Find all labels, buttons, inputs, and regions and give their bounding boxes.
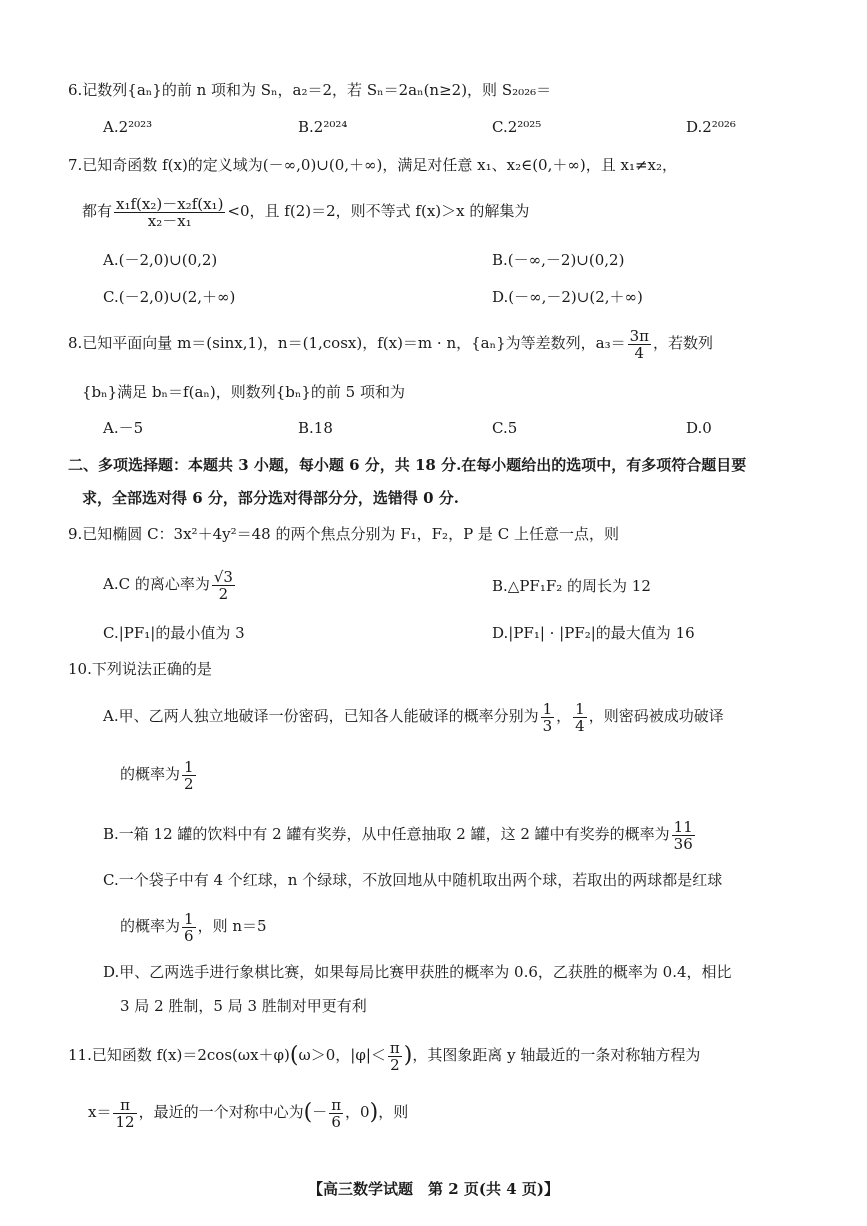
q9-a-num: √3 (213, 567, 233, 586)
q10-b-text: B.一箱 12 罐的饮料中有 2 罐有奖券，从中任意抽取 2 罐，这 2 罐中有奖券的概率为 (103, 825, 670, 843)
q11-stem-line1 (68, 1037, 700, 1074)
q10-option-d-line1: D.甲、乙两选手进行象棋比赛，如果每局比赛甲获胜的概率为 0.6，乙获胜的概率为 0.4，相比 (103, 963, 732, 981)
q9-option-c: C.|PF₁|的最小值为 3 (103, 624, 245, 642)
q11-line2-end: ，则 (378, 1103, 409, 1121)
q8-fraction (628, 328, 651, 361)
q11-cond-text: ω＞0，|φ|＜ (298, 1046, 386, 1064)
q10-a-frac1 (541, 701, 555, 734)
q11-cond-fraction (388, 1040, 402, 1073)
q10-b-den: 36 (673, 834, 693, 853)
q7-option-c: C.(－2,0)∪(2,＋∞) (103, 288, 236, 306)
q11-text-pre: 11.已知函数 f(x)＝2cos(ωx＋φ) (68, 1046, 290, 1064)
q11-axis-den: 12 (115, 1112, 135, 1131)
q7-option-b: B.(－∞,－2)∪(0,2) (492, 251, 625, 269)
q10-a-frac1-den: 3 (542, 716, 553, 735)
q10-a-frac1-num: 1 (542, 699, 553, 718)
q10-option-c-line1: C.一个袋子中有 4 个红球，n 个绿球，不放回地从中随机取出两个球，若取出的两球都是红球 (103, 871, 723, 889)
q11-stem-line2 (88, 1094, 408, 1131)
q8-option-d: D.0 (686, 419, 712, 437)
q11-center-paren-open: ( (303, 1100, 313, 1125)
q11-center-minus: － (312, 1103, 328, 1121)
q9-a-den: 2 (218, 584, 229, 603)
q8-frac-den: 4 (634, 343, 645, 362)
q11-mid-text: ，最近的一个对称中心为 (138, 1103, 304, 1121)
q8-text-post: ，若数列 (653, 334, 714, 352)
q8-stem-line2: {bₙ}满足 bₙ＝f(aₙ)，则数列{bₙ}的前 5 项和为 (82, 383, 405, 401)
q6-option-b: B.2²⁰²⁴ (298, 118, 348, 136)
q9-option-b: B.△PF₁F₂ 的周长为 12 (492, 577, 651, 595)
q10-a-line2-text: 的概率为 (120, 765, 181, 783)
q8-option-c: C.5 (492, 419, 518, 437)
q6-stem: 6.记数列{aₙ}的前 n 项和为 Sₙ，a₂＝2，若 Sₙ＝2aₙ(n≥2)，则 S₂₀₂₆＝ (68, 81, 552, 99)
q10-c-text-post: ，则 n＝5 (197, 917, 267, 935)
q7-frac-num: x₁f(x₂)－x₂f(x₁) (116, 194, 224, 213)
q11-center-fraction (329, 1097, 343, 1130)
q8-option-b: B.18 (298, 419, 333, 437)
q10-c-text: 的概率为 (120, 917, 181, 935)
page-footer: 【高三数学试题 第 2 页(共 4 页)】 (308, 1180, 559, 1198)
q11-cond-num: π (389, 1038, 400, 1057)
q11-text-post: ，其图象距离 y 轴最近的一条对称轴方程为 (412, 1046, 701, 1064)
q11-x-eq: x＝ (88, 1103, 112, 1121)
q11-center-zero: ，0 (345, 1103, 370, 1121)
q9-stem: 9.已知椭圆 C：3x²＋4y²＝48 的两个焦点分别为 F₁，F₂，P 是 C 上任意一点，则 (68, 525, 619, 543)
q11-paren-close: ) (403, 1043, 413, 1068)
q10-a-frac2-den: 4 (575, 716, 585, 735)
q7-stem-line2 (82, 193, 529, 229)
q10-option-c-line2 (120, 908, 267, 944)
q10-a-frac2 (573, 701, 587, 734)
q10-c-den: 6 (184, 926, 194, 945)
q8-stem-line1 (68, 325, 713, 361)
q6-option-c: C.2²⁰²⁵ (492, 118, 542, 136)
q11-axis-fraction (113, 1097, 136, 1130)
q7-option-a: A.(－2,0)∪(0,2) (103, 251, 218, 269)
q9-a-fraction (212, 569, 235, 602)
q10-stem: 10.下列说法正确的是 (68, 660, 212, 678)
q10-option-d-line2: 3 局 2 胜制，5 局 3 胜制对甲更有利 (120, 997, 367, 1015)
q10-c-fraction (182, 911, 196, 944)
q10-a-comma: ， (556, 707, 572, 725)
q10-a-frac3-num: 1 (184, 757, 194, 776)
q8-text-pre: 8.已知平面向量 m＝(sinx,1)，n＝(1,cosx)，f(x)＝m · n，{aₙ}为等差数列，a₃＝ (68, 334, 626, 352)
q11-axis-num: π (113, 1097, 136, 1114)
q10-b-num: 11 (673, 817, 693, 836)
q7-option-d: D.(－∞,－2)∪(2,＋∞) (492, 288, 643, 306)
q11-center-den: 6 (331, 1112, 341, 1131)
q9-option-d: D.|PF₁| · |PF₂|的最大值为 16 (492, 624, 695, 642)
q6-option-a: A.2²⁰²³ (103, 118, 153, 136)
q11-center-num: π (331, 1095, 342, 1114)
q10-a-frac3 (182, 759, 196, 792)
q11-center-paren-close: ) (369, 1100, 379, 1125)
q7-text-post: <0，且 f(2)＝2，则不等式 f(x)＞x 的解集为 (227, 202, 530, 220)
q10-b-fraction (672, 819, 695, 852)
q10-a-frac2-num: 1 (575, 699, 585, 718)
section2-heading-line1: 二、多项选择题：本题共 3 小题，每小题 6 分，共 18 分.在每小题给出的选项中，有多项符合题目要 (68, 456, 747, 474)
q9-option-a (103, 566, 237, 602)
q8-frac-num: 3π (629, 326, 649, 345)
q9-a-text: A.C 的离心率为 (103, 575, 210, 593)
q7-frac-den: x₂－x₁ (147, 211, 192, 230)
q10-a-text-post: ，则密码被成功破译 (588, 707, 724, 725)
q10-option-b (103, 816, 697, 852)
q8-option-a: A.－5 (103, 419, 144, 437)
q10-c-num: 1 (184, 909, 194, 928)
q7-text-pre: 都有 (82, 202, 113, 220)
section2-heading-line2: 求，全部选对得 6 分，部分选对得部分分，选错得 0 分. (82, 489, 459, 507)
q10-a-text: A.甲、乙两人独立地破译一份密码，已知各人能破译的概率分别为 (103, 707, 539, 725)
q11-cond-den: 2 (390, 1055, 400, 1074)
q7-stem-line1: 7.已知奇函数 f(x)的定义域为(－∞,0)∪(0,＋∞)，满足对任意 x₁、x₂∈(0,＋∞)，且 x₁≠x₂， (68, 156, 677, 174)
q10-a-frac3-den: 2 (184, 774, 194, 793)
q11-paren-open: ( (289, 1043, 299, 1068)
q7-fraction (114, 196, 225, 229)
q6-option-d: D.2²⁰²⁶ (686, 118, 736, 136)
q10-option-a-line2 (120, 756, 198, 792)
q10-option-a-line1 (103, 698, 724, 734)
